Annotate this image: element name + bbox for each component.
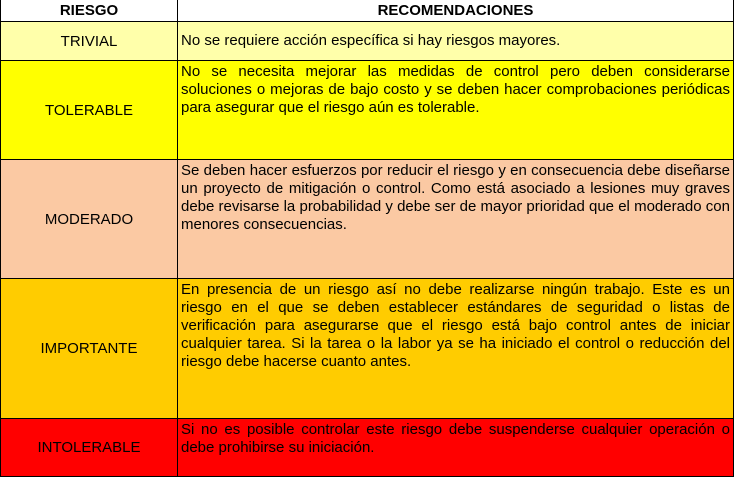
table-row <box>1 419 734 477</box>
recommendation-text: En presencia de un riesgo así no debe realizarse ningún trabajo. Este es un riesgo en el que se deben establecer estándares de seguridad o listas de verificación para asegurarse que el riesgo está bajo control antes de iniciar cualquier tarea. Si la tarea o la labor ya se ha iniciado el control o reducción del riesgo debe hacerse cuanto antes. <box>178 279 734 419</box>
header-recomendaciones: RECOMENDACIONES <box>178 0 734 22</box>
table-row <box>1 160 734 279</box>
table-row <box>1 22 734 61</box>
table-row <box>1 279 734 419</box>
risk-level: INTOLERABLE <box>1 419 178 477</box>
recommendation-text: Se deben hacer esfuerzos por reducir el riesgo y en consecuencia debe diseñarse un proyecto de mitigación o control. Como está asociado a lesiones muy graves debe revisarse la probabilidad y debe ser de mayor prioridad que el moderado con menores consecuencias. <box>178 160 734 279</box>
recommendation-text: Si no es posible controlar este riesgo debe suspenderse cualquier operación o debe prohibirse su iniciación. <box>178 419 734 477</box>
recommendation-text: No se necesita mejorar las medidas de control pero deben considerarse soluciones o mejoras de bajo costo y se deben hacer comprobaciones periódicas para asegurar que el riesgo aún es tolerable. <box>178 61 734 160</box>
risk-level: IMPORTANTE <box>1 279 178 419</box>
risk-level: TRIVIAL <box>1 22 178 61</box>
header-riesgo: RIESGO <box>1 0 178 22</box>
risk-level: MODERADO <box>1 160 178 279</box>
table-row <box>1 61 734 160</box>
recommendation-text: No se requiere acción específica si hay riesgos mayores. <box>178 22 734 61</box>
risk-level: TOLERABLE <box>1 61 178 160</box>
header-row <box>1 0 734 22</box>
